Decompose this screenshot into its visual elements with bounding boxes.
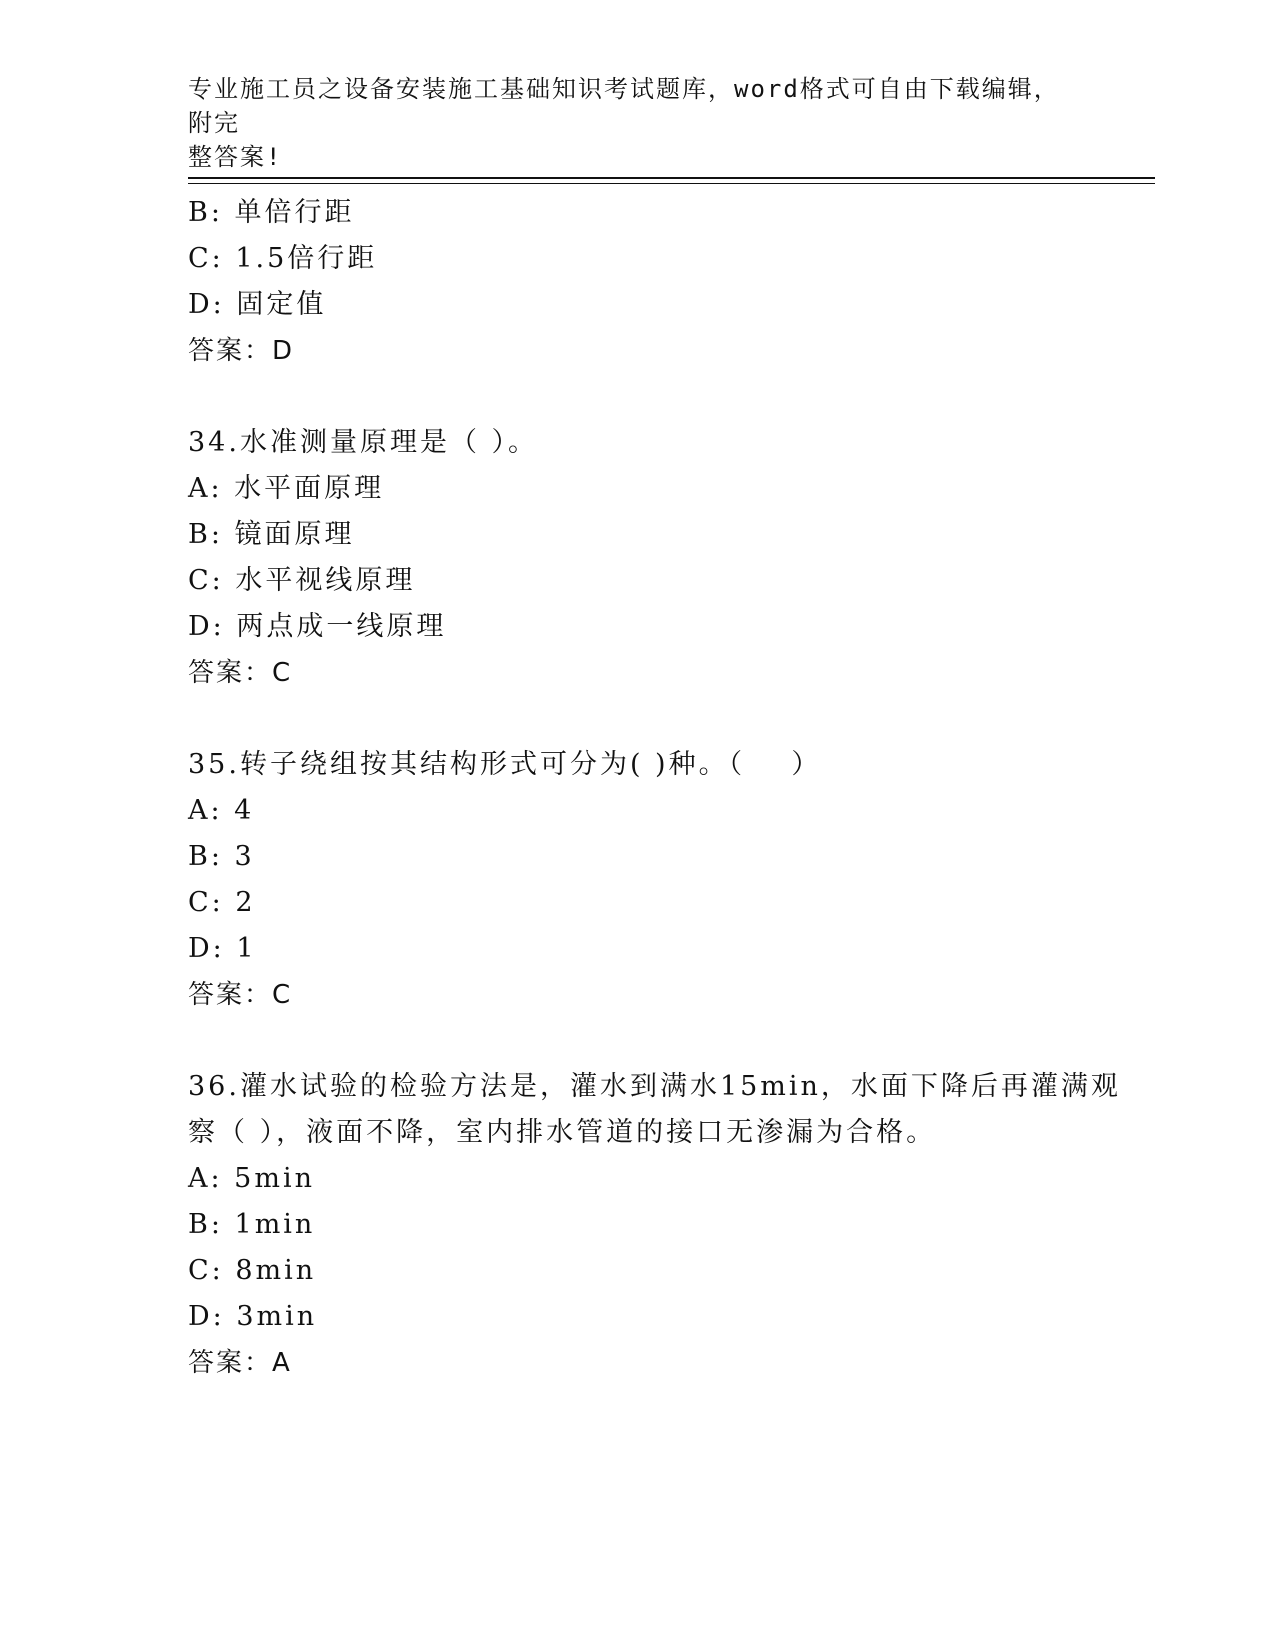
question-35 [188, 742, 1088, 1018]
option-a: A: 4 [188, 795, 255, 826]
answer-line: 答案：C [188, 980, 293, 1010]
question-36 [188, 1064, 1121, 1386]
option-c: C: 2 [188, 887, 256, 918]
question-stem-line-2: 察（ ），液面不降，室内排水管道的接口无渗漏为合格。 [188, 1117, 937, 1148]
option-c: C: 8min [188, 1255, 317, 1286]
option-b: B: 3 [188, 841, 255, 872]
option-d: D: 3min [188, 1301, 318, 1332]
document-header [188, 72, 1068, 174]
option-d: D: 1 [188, 933, 257, 964]
spacer [188, 1018, 1088, 1064]
header-line-2: 整答案! [188, 143, 283, 171]
question-34 [188, 420, 1088, 696]
spacer [188, 696, 1088, 742]
option-c: C: 1.5倍行距 [188, 243, 378, 274]
question-list [188, 190, 1121, 1386]
answer-line: 答案：D [188, 336, 295, 366]
option-c: C: 水平视线原理 [188, 565, 416, 596]
question-stem: 35.转子绕组按其结构形式可分为( )种。（ ） [188, 749, 822, 780]
header-divider-thick [188, 177, 1155, 179]
answer-line: 答案：A [188, 1348, 292, 1378]
question-33-continued [188, 190, 1088, 374]
option-b: B: 1min [188, 1209, 316, 1240]
option-a: A: 水平面原理 [188, 473, 385, 504]
option-d: D: 两点成一线原理 [188, 611, 447, 642]
option-a: A: 5min [188, 1163, 315, 1194]
question-stem-line-1: 36.灌水试验的检验方法是，灌水到满水15min，水面下降后再灌满观 [188, 1071, 1121, 1102]
option-b: B: 单倍行距 [188, 197, 355, 228]
option-d: D: 固定值 [188, 289, 327, 320]
spacer [188, 374, 1088, 420]
question-stem: 34.水准测量原理是（ ）。 [188, 427, 539, 458]
answer-line: 答案：C [188, 658, 293, 688]
header-line-1: 专业施工员之设备安装施工基础知识考试题库，word格式可自由下载编辑，附完 [188, 75, 1060, 137]
header-divider-thin [188, 183, 1155, 184]
option-b: B: 镜面原理 [188, 519, 355, 550]
